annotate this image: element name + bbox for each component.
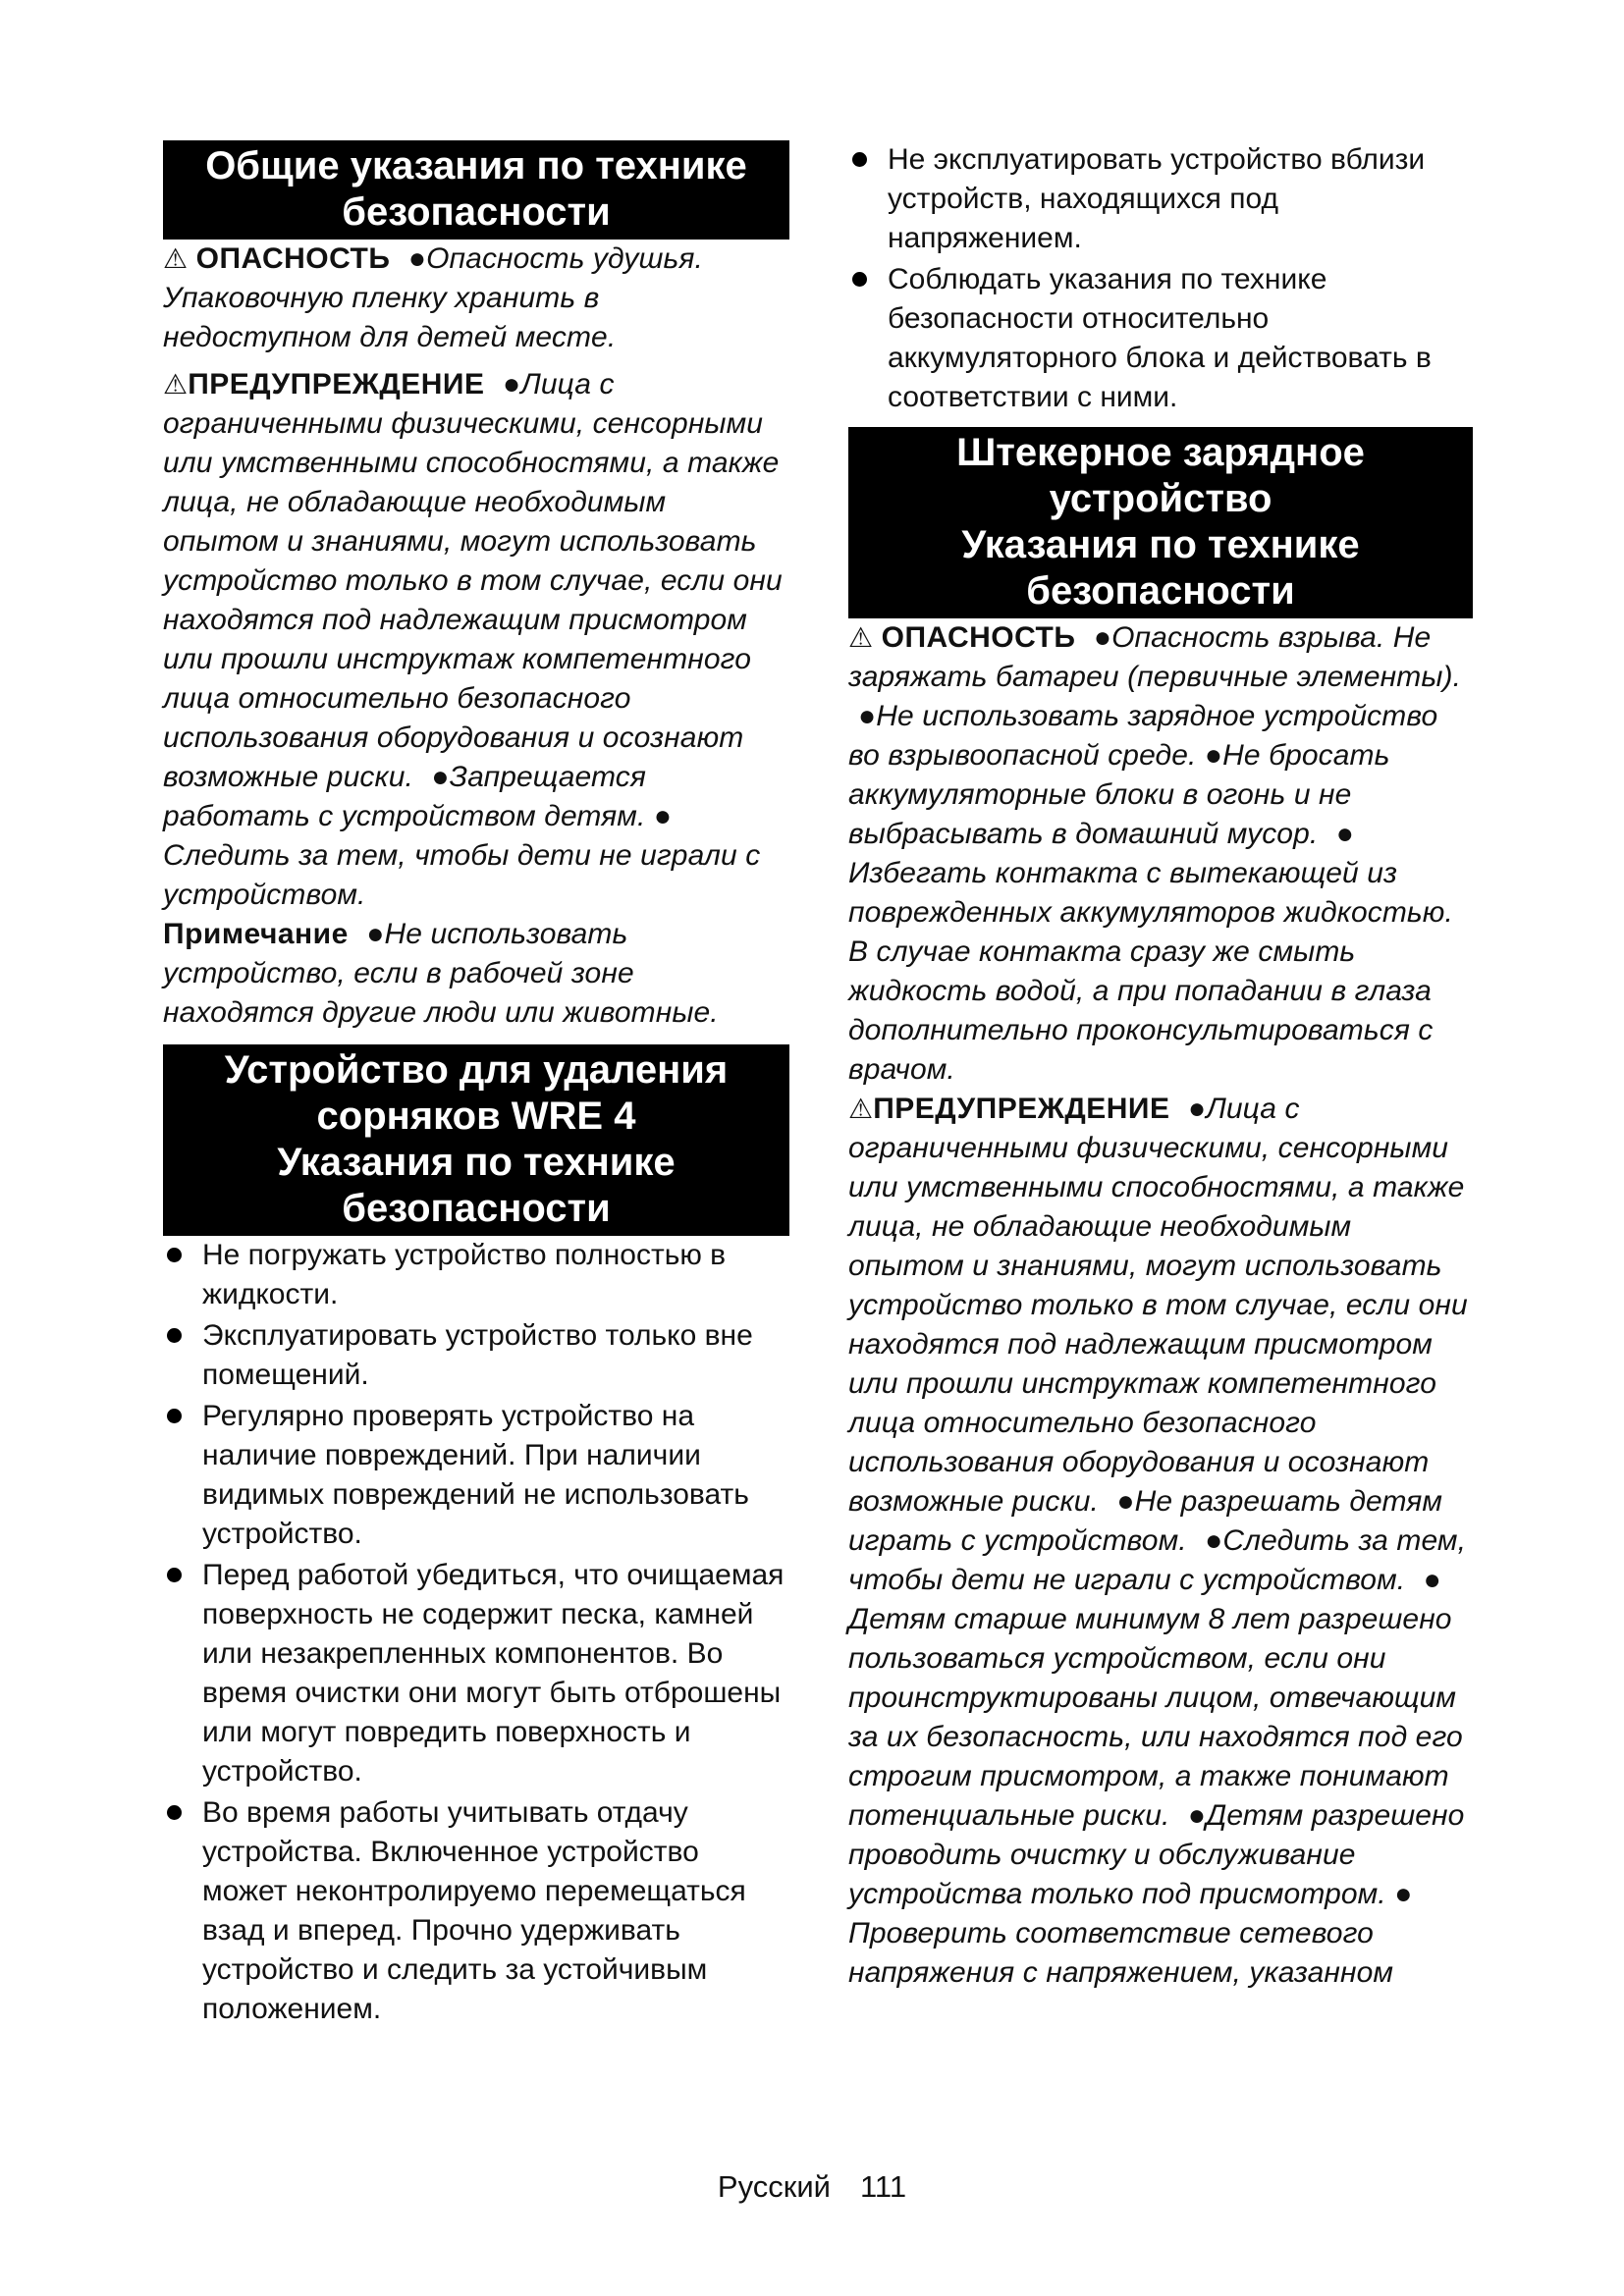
bullet-dot-icon <box>852 272 867 287</box>
heading-line: Общие указания по технике <box>205 144 747 187</box>
list-item-text: Во время работы учитывать отдачу устройства. Включенное устройство может неконтролируемо перемещаться взад и вперед. Прочно удерживать устройство и следить за устойчивым положением. <box>202 1796 746 2025</box>
list-item <box>848 140 1473 258</box>
list-item <box>848 260 1473 417</box>
danger-text: Избегать контакта с вытекающей из поврежденных аккумуляторов жидкостью. В случае контакта сразу же смыть жидкость водой, а при попадании в глаза дополнительно проконсультироваться с врачом. <box>848 857 1453 1086</box>
bullet-dot-icon: ● <box>1394 1878 1413 1910</box>
page-footer <box>0 2167 1624 2207</box>
left-column <box>163 140 789 2031</box>
heading-line: безопасности <box>342 1187 611 1230</box>
danger-paragraph <box>848 618 1473 1090</box>
bullet-dot-icon: ● <box>431 761 450 793</box>
warning-text: Лица с ограниченными физическими, сенсорными или умственными способностями, а также лица, не обладающие необходимым опытом и знаниями, могут использовать устройство только в том случае, если они находятся под надлежащим присмотром или прошли инструктаж компетентного лица относительно безопасного использования оборудования и осознают возможные риски. <box>848 1093 1468 1518</box>
list-item-text: Соблюдать указания по технике безопасности относительно аккумуляторного блока и действовать в соответствии с ними. <box>888 263 1432 413</box>
bullet-dot-icon: ● <box>1423 1564 1441 1596</box>
bullet-dot-icon <box>852 152 867 167</box>
bullet-dot-icon <box>167 1328 182 1343</box>
list-item <box>163 1316 789 1395</box>
warning-keyword: ПРЕДУПРЕЖДЕНИЕ <box>873 1093 1170 1125</box>
warning-keyword: ПРЕДУПРЕЖДЕНИЕ <box>188 368 485 400</box>
warning-paragraph <box>163 365 789 915</box>
footer-language: Русский <box>717 2169 831 2204</box>
heading-line: устройство <box>1049 477 1272 520</box>
heading-line: Указания по технике <box>961 523 1360 566</box>
note-keyword: Примечание <box>163 918 349 950</box>
bullet-dot-icon: ● <box>1093 621 1112 654</box>
bullet-dot-icon <box>167 1409 182 1423</box>
list-item <box>163 1236 789 1314</box>
heading-line: безопасности <box>342 190 611 234</box>
bullet-dot-icon: ● <box>366 918 385 950</box>
bullet-dot-icon <box>167 1568 182 1582</box>
warning-text: Лица с ограниченными физическими, сенсорными или умственными способностями, а также лица, не обладающие необходимым опытом и знаниями, могут использовать устройство только в том случае, если они находятся под надлежащим присмотром или прошли инструктаж компетентного лица относительно безопасного использования оборудования и осознают возможные риски. <box>163 368 783 793</box>
danger-paragraph <box>163 240 789 357</box>
note-text: Не использовать устройство, если в рабочей зоне находятся другие люди или животные. <box>163 918 719 1029</box>
warning-text: Детям старше минимум 8 лет разрешено пользоваться устройством, если они проинструктированы лицом, отвечающим за их безопасность, или находятся под его строгим присмотром, а также понимают потенциальные риски. <box>848 1603 1463 1832</box>
right-column <box>848 140 1473 1993</box>
bullet-dot-icon <box>167 1248 182 1262</box>
bullet-dot-icon: ● <box>1116 1485 1135 1518</box>
bullet-dot-icon: ● <box>1187 1799 1207 1832</box>
bullet-dot-icon: ● <box>407 242 427 275</box>
heading-line: Устройство для удаления <box>224 1048 729 1092</box>
list-item-text: Эксплуатировать устройство только вне помещений. <box>202 1319 753 1391</box>
list-item-text: Не погружать устройство полностью в жидкости. <box>202 1239 727 1310</box>
warning-text: Детям разрешено проводить очистку и обслуживание устройства только под присмотром. <box>848 1799 1465 1910</box>
bullet-dot-icon: ● <box>1205 1524 1223 1557</box>
warning-triangle-icon: ⚠ <box>848 1094 874 1124</box>
bullet-dot-icon: ● <box>858 700 877 732</box>
bullet-dot-icon: ● <box>1204 739 1223 772</box>
danger-text: Не бросать аккумуляторные блоки в огонь и не выбрасывать в домашний мусор. <box>848 739 1390 850</box>
list-item-text: Регулярно проверять устройство на наличие повреждений. При наличии видимых повреждений не использовать устройство. <box>202 1400 749 1550</box>
bullet-dot-icon <box>167 1805 182 1820</box>
bullet-dot-icon: ● <box>1335 818 1354 850</box>
list-item <box>163 1397 789 1554</box>
list-item-text: Перед работой убедиться, что очищаемая поверхность не содержит песка, камней или незакрепленных компонентов. Во время очистки они могут быть отброшены или могут повредить поверхность и устройство. <box>202 1559 785 1788</box>
danger-keyword: ОПАСНОСТЬ <box>881 621 1076 654</box>
bullet-dot-icon: ● <box>1187 1093 1207 1125</box>
heading-line: сорняков WRE 4 <box>316 1095 636 1138</box>
danger-keyword: ОПАСНОСТЬ <box>195 242 391 275</box>
warning-triangle-icon: ⚠ <box>163 243 189 274</box>
heading-line: Указания по технике <box>277 1141 676 1184</box>
bullet-dot-icon: ● <box>502 368 521 400</box>
section-heading-general-safety <box>163 140 789 240</box>
danger-text: Не использовать зарядное устройство во взрывоопасной среде. <box>848 700 1438 772</box>
warning-triangle-icon: ⚠ <box>163 369 189 400</box>
list-item <box>163 1556 789 1791</box>
heading-line: Штекерное зарядное <box>956 431 1365 474</box>
warning-paragraph <box>848 1090 1473 1993</box>
section-heading-charger <box>848 427 1473 618</box>
list-item-text: Не эксплуатировать устройство вблизи устройств, находящихся под напряжением. <box>888 143 1426 254</box>
danger-text: Опасность удушья. Упаковочную пленку хранить в недоступном для детей месте. <box>163 242 703 353</box>
section-heading-wre4 <box>163 1044 789 1236</box>
note-paragraph <box>163 915 789 1033</box>
heading-line: безопасности <box>1026 569 1295 613</box>
warning-text: Следить за тем, чтобы дети не играли с устройством. <box>163 839 761 911</box>
general-safety-list-continued <box>848 140 1473 417</box>
warning-text: Проверить соответствие сетевого напряжения с напряжением, указанном <box>848 1917 1394 1989</box>
warning-text: Следить за тем, чтобы дети не играли с устройством. <box>848 1524 1467 1596</box>
wre4-safety-list <box>163 1236 789 2029</box>
warning-text: Запрещается работать с устройством детям. <box>163 761 646 832</box>
list-item <box>163 1793 789 2029</box>
danger-text: Опасность взрыва. Не заряжать батареи (первичные элементы). <box>848 621 1462 693</box>
bullet-dot-icon: ● <box>653 800 673 832</box>
warning-triangle-icon: ⚠ <box>848 622 874 653</box>
page-number: 111 <box>859 2169 907 2204</box>
warning-text: Не разрешать детям играть с устройством. <box>848 1485 1442 1557</box>
